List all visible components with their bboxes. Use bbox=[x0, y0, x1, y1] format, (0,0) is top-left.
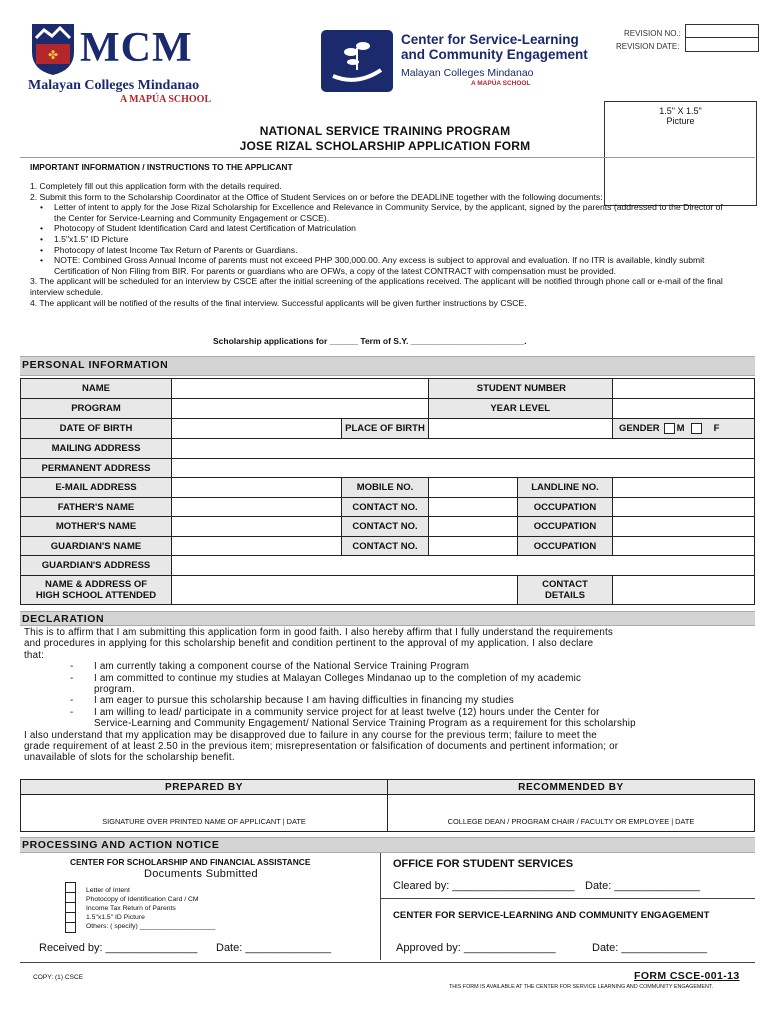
guardian-contact-field[interactable] bbox=[428, 536, 518, 556]
landline-label: LANDLINE NO. bbox=[517, 477, 613, 498]
name-field[interactable] bbox=[171, 378, 429, 399]
requirement-id-card: • Photocopy of Student Identification Card and latest Certification of Matriculation bbox=[54, 223, 730, 234]
oss-rule bbox=[381, 898, 755, 899]
father-occupation-field[interactable] bbox=[612, 497, 755, 517]
form-title bbox=[230, 124, 540, 154]
doc-item-letter: Letter of Intent bbox=[86, 887, 130, 894]
instruction-2: 2. Submit this form to the Scholarship Coordinator at the Office of Student Services on or before the DEADLINE together with the following documents: bbox=[30, 191, 603, 202]
processing-title: PROCESSING AND ACTION NOTICE bbox=[22, 839, 220, 851]
permanent-address-field[interactable] bbox=[171, 458, 755, 478]
mother-contact-field[interactable] bbox=[428, 516, 518, 537]
school-name: Malayan Colleges Mindanao bbox=[28, 78, 200, 93]
mobile-field[interactable] bbox=[428, 477, 518, 498]
declaration-title: DECLARATION bbox=[22, 613, 105, 625]
term-line[interactable]: Scholarship applications for ______ Term of S.Y. ________________________. bbox=[213, 336, 527, 346]
guardian-address-field[interactable] bbox=[171, 555, 755, 576]
dean-signature-box[interactable] bbox=[387, 794, 755, 832]
mother-contact-label: CONTACT NO. bbox=[341, 516, 429, 537]
received-date-field[interactable]: Date: ______________ bbox=[216, 942, 331, 954]
gender-female-checkbox[interactable] bbox=[691, 423, 702, 434]
email-label: E-MAIL ADDRESS bbox=[20, 477, 172, 498]
student-number-label: STUDENT NUMBER bbox=[428, 378, 613, 399]
mcm-crest-icon bbox=[30, 22, 76, 76]
declaration-item-2a: I am committed to continue my studies at Malayan Colleges Mindanao up to the completion of my academic bbox=[94, 672, 582, 684]
instructions-heading: IMPORTANT INFORMATION / INSTRUCTIONS TO THE APPLICANT bbox=[30, 162, 293, 172]
csce-approval-title: CENTER FOR SERVICE-LEARNING AND COMMUNITY ENGAGEMENT bbox=[393, 910, 710, 921]
svg-text:✤: ✤ bbox=[47, 48, 59, 62]
mother-name-field[interactable] bbox=[171, 516, 342, 537]
title-line1: NATIONAL SERVICE TRAINING PROGRAM bbox=[259, 124, 511, 138]
gender-group bbox=[612, 418, 755, 439]
doc-item-others[interactable]: Others: ( specify) ____________________ bbox=[86, 923, 216, 930]
approved-date-field[interactable]: Date: ______________ bbox=[592, 942, 707, 954]
prepared-by-header: PREPARED BY bbox=[20, 779, 388, 795]
declaration-intro-2: and procedures in applying for this scholarship benefit and condition pertinent to the approval of my application. I also declare bbox=[24, 638, 594, 650]
mother-name-label: MOTHER'S NAME bbox=[20, 516, 172, 537]
landline-field[interactable] bbox=[612, 477, 755, 498]
declaration-text bbox=[24, 627, 759, 764]
declaration-outro-1: I also understand that my application may be disapproved due to failure in any course for the previous term; failure to meet the bbox=[24, 729, 597, 741]
copy-label: COPY: (1) CSCE bbox=[33, 974, 84, 981]
revision-date-field[interactable] bbox=[685, 37, 759, 52]
instruction-1: 1. Completely fill out this application form with the details required. bbox=[30, 181, 282, 191]
program-field[interactable] bbox=[171, 398, 429, 419]
cfsa-panel bbox=[20, 853, 380, 963]
declaration-item-2b: program. bbox=[94, 684, 135, 696]
applicant-signature-caption: SIGNATURE OVER PRINTED NAME OF APPLICANT | DATE bbox=[102, 817, 306, 826]
instructions-list bbox=[30, 181, 730, 308]
email-field[interactable] bbox=[171, 477, 342, 498]
csce-emblem-icon bbox=[321, 30, 393, 92]
doc-item-itr: Income Tax Return of Parents bbox=[86, 905, 176, 912]
school-brand: MCM bbox=[80, 25, 193, 71]
approved-by-field[interactable]: Approved by: _______________ bbox=[396, 942, 556, 954]
declaration-intro-1: This is to affirm that I am submitting this application form in good faith. I also hereby affirm that I fully understand the requirements bbox=[24, 627, 613, 638]
declaration-item: - I am willing to lead/ participate in a community service project for at least twelve (12) hours under the Center for Service-Learning and Community Engagement/ National Service Training Program as a requirement for this scholarship bbox=[24, 707, 759, 730]
csce-logo bbox=[321, 30, 601, 92]
requirement-picture: • 1.5"x1.5" ID Picture bbox=[54, 234, 730, 245]
father-name-field[interactable] bbox=[171, 497, 342, 517]
processing-bar bbox=[20, 837, 755, 853]
declaration-outro-3: unavailable of slots for the scholarship benefit. bbox=[24, 752, 235, 764]
father-contact-field[interactable] bbox=[428, 497, 518, 517]
high-school-label bbox=[20, 575, 172, 605]
mailing-address-field[interactable] bbox=[171, 438, 755, 459]
pob-label: PLACE OF BIRTH bbox=[341, 418, 429, 439]
declaration-item: - I am committed to continue my studies at Malayan Colleges Mindanao up to the completion of my academic program. bbox=[24, 673, 759, 696]
declaration-outro-2: grade requirement of at least 2.50 in the previous item; misrepresentation or falsification of documents and pertinent information; or bbox=[24, 741, 619, 753]
requirement-note: • NOTE: Combined Gross Annual Income of parents must not exceed PHP 300,000.00. Any excess is subject to approval and evaluation. If no ITR is available, kindly submit Certification of Non Filing from BIR. For parents or guardians who are OFWs, a copy of the latest CONTRACT with compensation must be provided. bbox=[54, 255, 730, 276]
oss-panel bbox=[381, 853, 755, 963]
year-level-field[interactable] bbox=[612, 398, 755, 419]
mother-occupation-label: OCCUPATION bbox=[517, 516, 613, 537]
personal-info-title: PERSONAL INFORMATION bbox=[22, 359, 169, 371]
declaration-item-3: I am eager to pursue this scholarship because I am having difficulties in financing my studies bbox=[94, 695, 514, 707]
recommended-by-header: RECOMMENDED BY bbox=[387, 779, 755, 795]
dean-signature-caption: COLLEGE DEAN / PROGRAM CHAIR / FACULTY OR EMPLOYEE | DATE bbox=[447, 817, 695, 826]
instructions-rule bbox=[20, 157, 755, 158]
high-school-label-line1: NAME & ADDRESS OF bbox=[44, 579, 148, 590]
guardian-occupation-label: OCCUPATION bbox=[517, 536, 613, 556]
school-logo bbox=[28, 20, 228, 106]
dob-label: DATE OF BIRTH bbox=[20, 418, 172, 439]
declaration-intro-3: that: bbox=[24, 649, 45, 661]
guardian-name-label: GUARDIAN'S NAME bbox=[20, 536, 172, 556]
declaration-item: - I am currently taking a component course of the National Service Training Program bbox=[70, 661, 470, 673]
hs-contact-label-line2: DETAILS bbox=[545, 590, 585, 601]
father-name-label: FATHER'S NAME bbox=[20, 497, 172, 517]
name-label: NAME bbox=[20, 378, 172, 399]
mother-occupation-field[interactable] bbox=[612, 516, 755, 537]
revision-no-label: REVISION NO.: bbox=[624, 29, 681, 38]
picture-size: 1.5" X 1.5" bbox=[659, 106, 702, 116]
high-school-field[interactable] bbox=[171, 575, 518, 605]
instruction-4: 4. The applicant will be notified of the results of the final interview. Successful applicants will be given further instructions by CSCE. bbox=[30, 297, 527, 308]
doc-checkbox-others[interactable] bbox=[65, 922, 76, 933]
csce-logo-line2: and Community Engagement bbox=[401, 47, 588, 62]
guardian-address-label: GUARDIAN'S ADDRESS bbox=[20, 555, 172, 576]
high-school-label-line2: HIGH SCHOOL ATTENDED bbox=[35, 590, 157, 601]
declaration-item-4b: Service-Learning and Community Engagement/ National Service Training Program as a requirement for this scholarship bbox=[94, 718, 636, 730]
processing-bottom-rule bbox=[20, 962, 755, 963]
father-occupation-label: OCCUPATION bbox=[517, 497, 613, 517]
docs-submitted-title: Documents Submitted bbox=[144, 868, 258, 880]
mailing-address-label: MAILING ADDRESS bbox=[20, 438, 172, 459]
dob-field[interactable] bbox=[171, 418, 342, 439]
gender-male-checkbox[interactable] bbox=[664, 423, 675, 434]
guardian-occupation-field[interactable] bbox=[612, 536, 755, 556]
picture-label: Picture bbox=[666, 116, 695, 126]
student-number-field[interactable] bbox=[612, 378, 755, 399]
requirements-list bbox=[30, 202, 730, 276]
received-by-field[interactable]: Received by: _______________ bbox=[39, 942, 198, 954]
title-line2: JOSE RIZAL SCHOLARSHIP APPLICATION FORM bbox=[239, 139, 531, 153]
program-label: PROGRAM bbox=[20, 398, 172, 419]
declaration-item-1: I am currently taking a component course of the National Service Training Program bbox=[94, 661, 470, 673]
form-availability-note: THIS FORM IS AVAILABLE AT THE CENTER FOR SERVICE LEARNING AND COMMUNITY ENGAGEMENT. bbox=[449, 984, 714, 990]
gender-female-label: F bbox=[713, 423, 720, 434]
cfsa-title: CENTER FOR SCHOLARSHIP AND FINANCIAL ASSISTANCE bbox=[70, 857, 311, 867]
csce-logo-line1: Center for Service-Learning bbox=[401, 32, 579, 47]
hs-contact-label bbox=[517, 575, 613, 605]
requirement-itr: • Photocopy of latest Income Tax Return of Parents or Guardians. bbox=[54, 245, 730, 256]
csce-logo-line4: A MAPÚA SCHOOL bbox=[471, 80, 531, 87]
permanent-address-label: PERMANENT ADDRESS bbox=[20, 458, 172, 478]
declaration-item: - I am eager to pursue this scholarship because I am having difficulties in financing my studies bbox=[70, 695, 514, 707]
father-contact-label: CONTACT NO. bbox=[341, 497, 429, 517]
form-number: FORM CSCE-001-13 bbox=[634, 970, 740, 982]
gender-label: GENDER bbox=[619, 423, 660, 434]
requirement-letter: • Letter of intent to apply for the Jose Rizal Scholarship for Excellence and Relevance in Community Service, by the applicant, signed by the parents (addressed to the Director of the Center for Service-Learning and Community Engagement or CSCE). bbox=[54, 202, 730, 223]
applicant-signature-box[interactable] bbox=[20, 794, 388, 832]
oss-title: OFFICE FOR STUDENT SERVICES bbox=[393, 858, 574, 870]
doc-item-picture: 1.5"x1.5" ID Picture bbox=[86, 914, 145, 921]
year-level-label: YEAR LEVEL bbox=[428, 398, 613, 419]
doc-item-id: Photocopy of Identification Card / CM bbox=[86, 896, 199, 903]
revision-date-label: REVISION DATE: bbox=[616, 42, 680, 51]
school-tagline: A MAPÚA SCHOOL bbox=[120, 94, 212, 105]
mobile-label: MOBILE NO. bbox=[341, 477, 429, 498]
guardian-contact-label: CONTACT NO. bbox=[341, 536, 429, 556]
gender-male-label: M bbox=[676, 423, 685, 434]
hs-contact-field[interactable] bbox=[612, 575, 755, 605]
cleared-date-field[interactable]: Date: ______________ bbox=[585, 880, 700, 892]
guardian-name-field[interactable] bbox=[171, 536, 342, 556]
pob-field[interactable] bbox=[428, 418, 613, 439]
cleared-by-field[interactable]: Cleared by: ____________________ bbox=[393, 880, 575, 892]
hs-contact-label-line1: CONTACT bbox=[542, 579, 588, 590]
csce-logo-line3: Malayan Colleges Mindanao bbox=[401, 67, 534, 79]
declaration-bar bbox=[20, 611, 755, 626]
personal-info-bar bbox=[20, 356, 755, 376]
declaration-item-4a: I am willing to lead/ participate in a community service project for at least twelve (12) hours under the Center for bbox=[94, 706, 600, 718]
instruction-3: 3. The applicant will be scheduled for an interview by CSCE after the initial screening of the applications received. The applicant will be notified through phone call or e-mail of the final interview schedule. bbox=[30, 276, 723, 297]
